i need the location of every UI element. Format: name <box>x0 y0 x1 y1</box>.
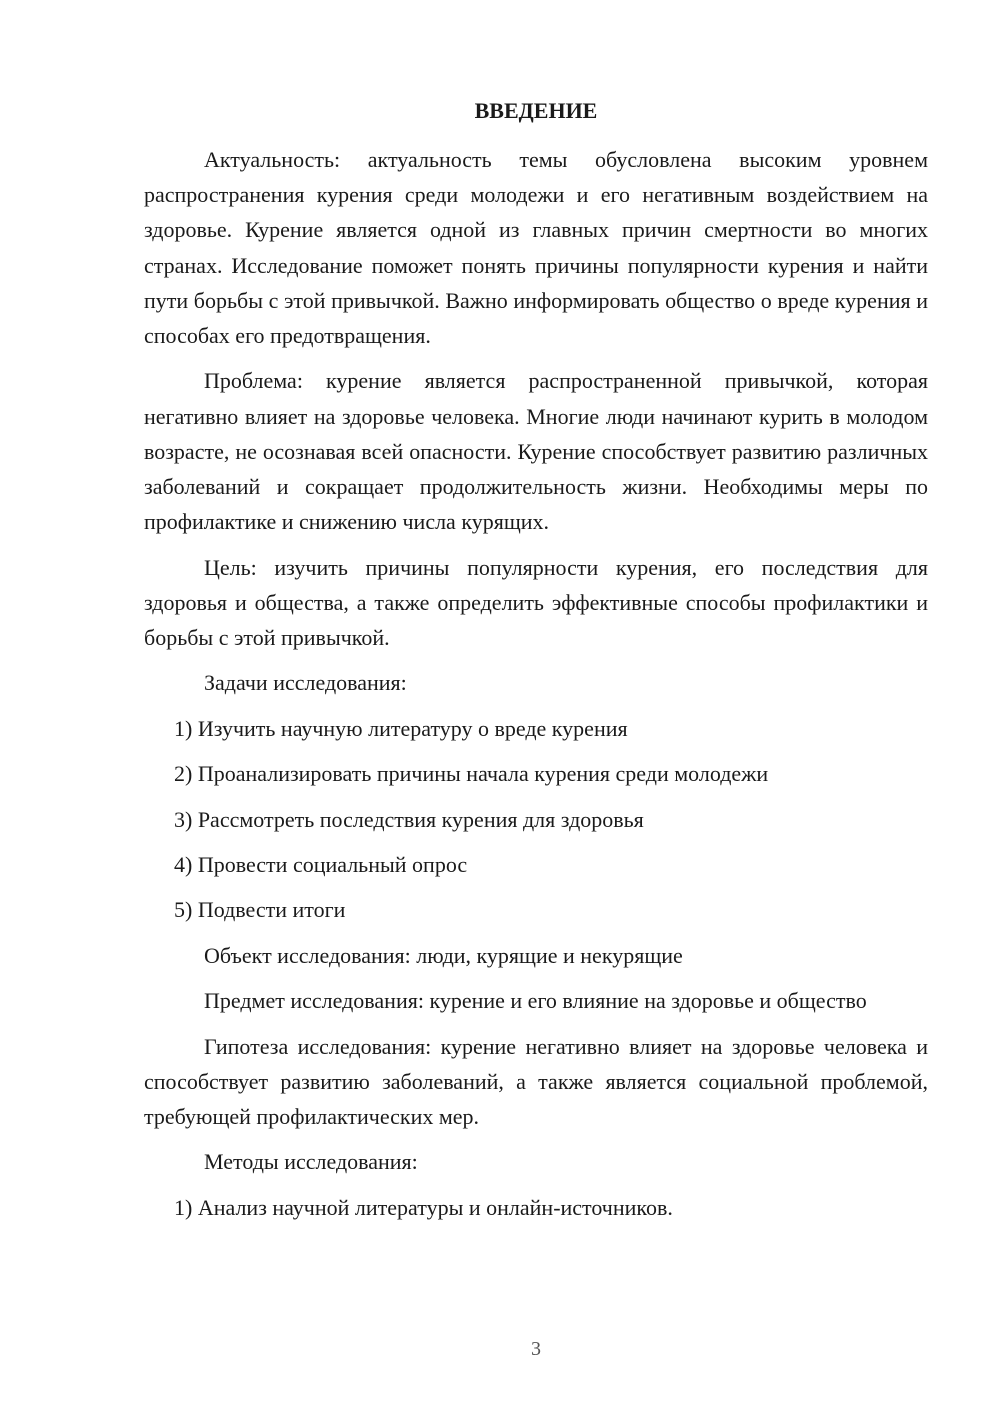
paragraph-hypothesis: Гипотеза исследования: курение негативно влияет на здоровье человека и способствует развитию заболеваний, а также является социальной проблемой, требующей профилактических мер. <box>144 1033 928 1129</box>
task-item-2: 2) Проанализировать причины начала курения среди молодежи <box>174 761 769 787</box>
task-item-5: 5) Подвести итоги <box>174 897 346 923</box>
document-body <box>144 142 928 1235</box>
paragraph-subject: Предмет исследования: курение и его влияние на здоровье и общество <box>204 988 867 1014</box>
task-item-1: 1) Изучить научную литературу о вреде курения <box>174 715 628 741</box>
paragraph-goal: Цель: изучить причины популярности курения, его последствия для здоровья и общества, а также определить эффективные способы профилактики и борьбы с этой привычкой. <box>144 554 928 651</box>
paragraph-problem: Проблема: курение является распространенной привычкой, которая негативно влияет на здоровье человека. Многие люди начинают курить в молодом возрасте, не осознавая всей опасности. Курение способствует развитию различных заболеваний и сокращает продолжительность жизни. Необходимы меры по профилактике и снижению числа курящих. <box>144 368 928 535</box>
paragraph-relevance: Актуальность: актуальность темы обусловлена высоким уровнем распространения курения среди молодежи и его негативным воздействием на здоровье. Курение является одной из главных причин смертности во многих странах. Исследование поможет понять причины популярности курения и найти пути борьбы с этой привычкой. Важно информировать общество о вреде курения и способах его предотвращения. <box>144 147 928 349</box>
page-number: 3 <box>531 1338 541 1360</box>
methods-heading: Методы исследования: <box>204 1149 418 1175</box>
tasks-heading: Задачи исследования: <box>204 670 407 696</box>
method-item-1: 1) Анализ научной литературы и онлайн-источников. <box>174 1194 673 1220</box>
paragraph-object: Объект исследования: люди, курящие и некурящие <box>204 942 683 968</box>
task-item-3: 3) Рассмотреть последствия курения для здоровья <box>174 806 644 832</box>
page-title: ВВЕДЕНИЕ <box>474 98 598 123</box>
task-item-4: 4) Провести социальный опрос <box>174 851 468 877</box>
